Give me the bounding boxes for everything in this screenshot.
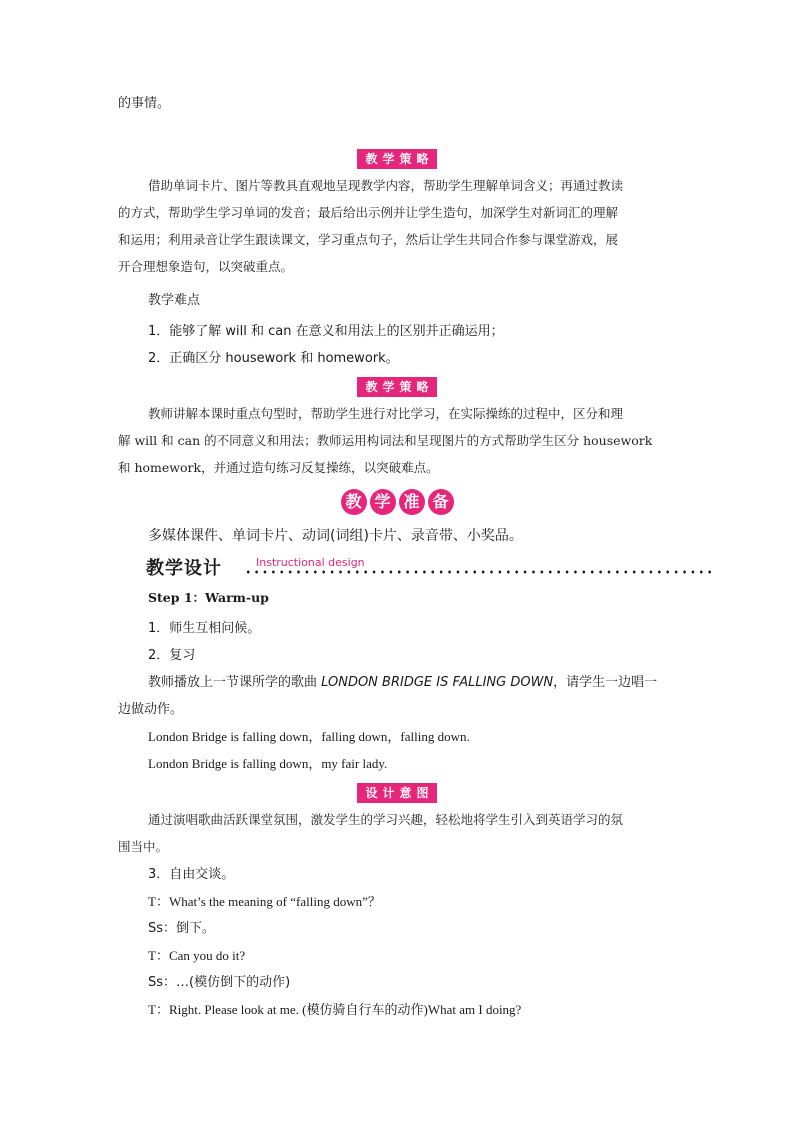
strategy-text-line: 的方式，帮助学生学习单词的发音；最后给出示例并让学生造句，加深学生对新词汇的理解 bbox=[118, 205, 619, 220]
strategy-badge-row bbox=[0, 148, 794, 169]
intent-text-line: 通过演唱歌曲活跃课堂氛围，激发学生的学习兴趣，轻松地将学生引入到英语学习的氛 bbox=[148, 812, 624, 827]
strategy-text-line: 教师讲解本课时重点句型时，帮助学生进行对比学习，在实际操练的过程中，区分和理 bbox=[148, 406, 624, 421]
song-lyric: London Bridge is falling down，falling down，falling down. bbox=[148, 729, 470, 744]
list-item: 2．复习 bbox=[148, 648, 196, 663]
dialog-line: T：What’s the meaning of “falling down”？ bbox=[148, 894, 381, 909]
paragraph-continuation: 的事情。 bbox=[118, 96, 171, 111]
intent-badge-row bbox=[0, 782, 794, 803]
strategy-text-line: 开合理想象造句，以突破重点。 bbox=[118, 259, 294, 274]
preparation-badge bbox=[341, 489, 454, 515]
step-heading: Step 1：Warm-up bbox=[148, 590, 269, 605]
strategy-text-line: 和 homework，并通过造句练习反复操练，以突破难点。 bbox=[118, 460, 439, 475]
strategy-text-line: 和运用；利用录音让学生跟读课文，学习重点句子，然后让学生共同合作参与课堂游戏，展 bbox=[118, 232, 619, 247]
preparation-char: 准 bbox=[399, 489, 425, 515]
dialog-line: T：Can you do it? bbox=[148, 948, 246, 963]
list-item: 3．自由交谈。 bbox=[148, 867, 235, 882]
difficulty-title: 教学难点 bbox=[148, 293, 201, 308]
review-text-a: 教师播放上一节课所学的歌曲 bbox=[148, 675, 322, 690]
preparation-char: 教 bbox=[341, 489, 367, 515]
song-title: LONDON BRIDGE IS FALLING DOWN bbox=[321, 675, 554, 690]
strategy-badge: 教学策略 bbox=[357, 377, 436, 397]
dialog-line: T：Right. Please look at me. (模仿骑自行车的动作)What am I doing? bbox=[148, 1002, 522, 1017]
review-text: 边做动作。 bbox=[118, 702, 184, 717]
design-subtitle: Instructional design bbox=[256, 556, 365, 569]
difficulty-item: 2．正确区分 housework 和 homework。 bbox=[148, 351, 399, 366]
preparation-char: 备 bbox=[428, 489, 454, 515]
preparation-char: 学 bbox=[370, 489, 396, 515]
song-lyric: London Bridge is falling down，my fair lady. bbox=[148, 756, 388, 771]
dialog-line: Ss：倒下。 bbox=[148, 921, 216, 936]
review-text-b: ，请学生一边唱一 bbox=[553, 675, 658, 690]
preparation-heading bbox=[0, 489, 794, 515]
intent-text-line: 围当中。 bbox=[118, 839, 169, 854]
dialog-line: Ss：…(模仿倒下的动作) bbox=[148, 975, 291, 990]
design-heading bbox=[146, 552, 711, 578]
intent-badge: 设计意图 bbox=[357, 783, 436, 803]
strategy-badge-row bbox=[0, 376, 794, 397]
design-title: 教学设计 bbox=[146, 558, 222, 579]
preparation-text: 多媒体课件、单词卡片、动词(词组)卡片、录音带、小奖品。 bbox=[148, 528, 523, 544]
dotted-rule bbox=[244, 570, 711, 574]
strategy-text-line: 借助单词卡片、图片等教具直观地呈现教学内容，帮助学生理解单词含义；再通过教读 bbox=[148, 178, 624, 193]
list-item: 1．师生互相问候。 bbox=[148, 621, 261, 636]
review-text bbox=[148, 674, 657, 692]
strategy-badge: 教学策略 bbox=[357, 149, 436, 169]
strategy-text-line: 解 will 和 can 的不同意义和用法；教师运用构词法和呈现图片的方式帮助学生区分 housework bbox=[118, 433, 653, 448]
difficulty-item: 1．能够了解 will 和 can 在意义和用法上的区别并正确运用； bbox=[148, 324, 504, 339]
